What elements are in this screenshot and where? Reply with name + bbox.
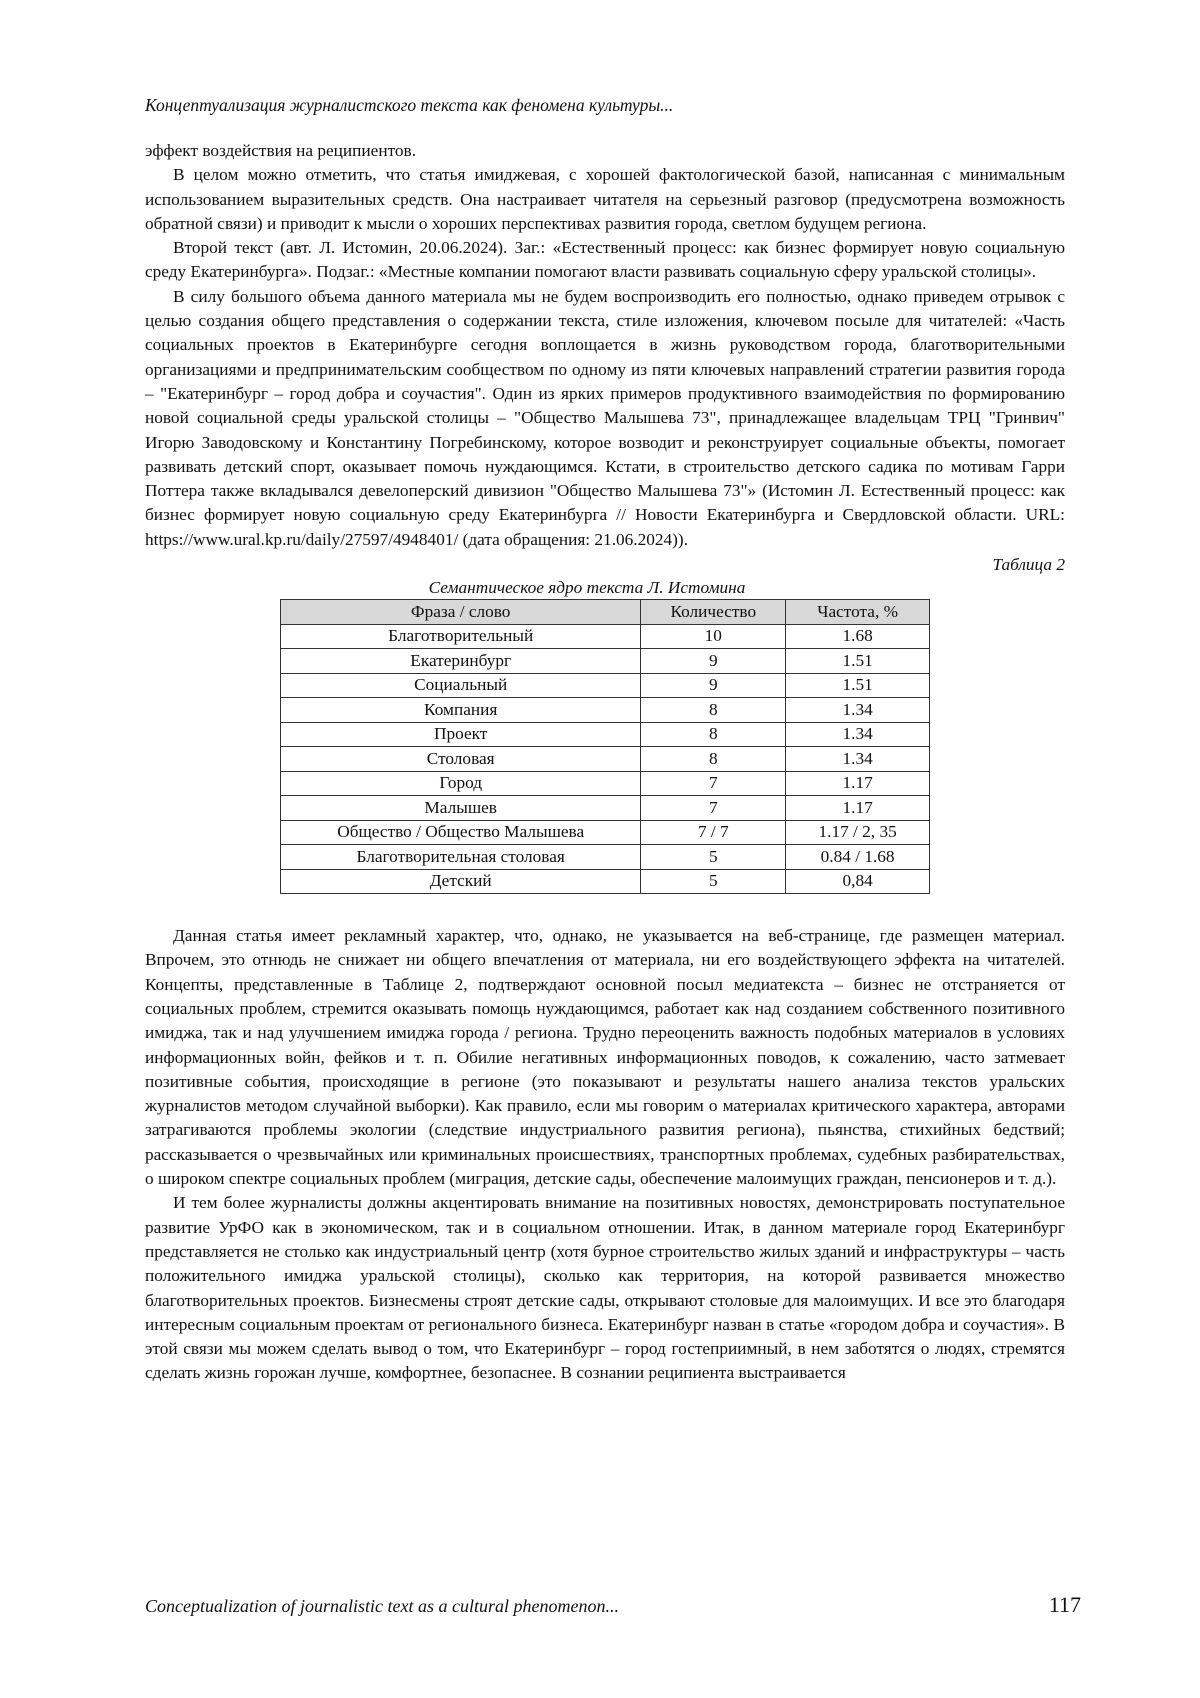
paragraph: эффект воздействия на реципиентов.: [145, 141, 417, 160]
cell-frequency: 1.34: [786, 698, 930, 723]
cell-frequency: 1.34: [786, 747, 930, 772]
table-header-row: [281, 600, 930, 625]
table-row: [281, 820, 930, 845]
cell-frequency: 0.84 / 1.68: [786, 845, 930, 870]
cell-frequency: 0,84: [786, 869, 930, 894]
cell-frequency: 1.17: [786, 771, 930, 796]
cell-phrase: Благотворительная столовая: [281, 845, 641, 870]
cell-count: 8: [641, 747, 786, 772]
cell-phrase: Социальный: [281, 673, 641, 698]
cell-count: 9: [641, 649, 786, 674]
table-label: Таблица 2: [992, 555, 1065, 575]
cell-count: 8: [641, 722, 786, 747]
table-row: [281, 845, 930, 870]
cell-phrase: Компания: [281, 698, 641, 723]
paragraph: Второй текст (авт. Л. Истомин, 20.06.2024). Заг.: «Естественный процесс: как бизнес формирует новую социальную среду Екатеринбурга». Подзаг.: «Местные компании помогают власти развивать социальную сферу уральской столицы».: [145, 238, 1065, 282]
table-row: [281, 771, 930, 796]
cell-frequency: 1.51: [786, 673, 930, 698]
page-number: 117: [1048, 1592, 1081, 1617]
cell-count: 9: [641, 673, 786, 698]
footer-title: Conceptualization of journalistic text as a cultural phenomenon...: [145, 1596, 619, 1616]
cell-count: 7: [641, 796, 786, 821]
table-row: [281, 649, 930, 674]
table-caption: Семантическое ядро текста Л. Истомина: [428, 578, 746, 598]
cell-count: 7 / 7: [641, 820, 786, 845]
cell-frequency: 1.34: [786, 722, 930, 747]
table-row: [281, 796, 930, 821]
header-count: Количество: [641, 600, 786, 625]
cell-phrase: Благотворительный: [281, 624, 641, 649]
cell-phrase: Общество / Общество Малышева: [281, 820, 641, 845]
table-row: [281, 624, 930, 649]
header-phrase: Фраза / слово: [281, 600, 641, 625]
cell-count: 10: [641, 624, 786, 649]
paragraph: В целом можно отметить, что статья имиджевая, с хорошей фактологической базой, написанная с минимальным использованием выразительных средств. Она настраивает читателя на серьезный разговор (предусмотрена возможность обратной связи) и приводит к мысли о хороших перспективах развития города, светлом будущем региона.: [145, 165, 1065, 233]
table-row: [281, 722, 930, 747]
page-footer: [145, 1594, 1081, 1618]
cell-frequency: 1.17: [786, 796, 930, 821]
cell-count: 8: [641, 698, 786, 723]
cell-count: 5: [641, 869, 786, 894]
table-row: [281, 869, 930, 894]
cell-count: 5: [641, 845, 786, 870]
semantic-core-table: [280, 599, 930, 894]
table-row: [281, 673, 930, 698]
cell-phrase: Екатеринбург: [281, 649, 641, 674]
cell-phrase: Проект: [281, 722, 641, 747]
cell-phrase: Город: [281, 771, 641, 796]
table-row: [281, 747, 930, 772]
body-after-table: [145, 924, 1065, 1386]
paragraph: В силу большого объема данного материала мы не будем воспроизводить его полностью, однако приведем отрывок с целью создания общего представления о содержании текста, стиле изложения, ключевом посыле для читателей: «Часть социальных проектов в Екатеринбурге сегодня воплощается в жизнь руководством города, благотворительными организациями и предпринимательским сообществом по одному из пяти ключевых направлений стратегии развития города – "Екатеринбург – город добра и соучастия". Один из ярких примеров продуктивного взаимодействия по формированию новой социальной среды уральской столицы – "Общество Малышева 73", принадлежащее владельцам ТРЦ "Гринвич" Игорю Заводовскому и Константину Погребинскому, которое возводит и реконструирует социальные объекты, помогает развивать детский спорт, оказывает помочь нуждающимся. Кстати, в строительство детского садика по мотивам Гарри Поттера также вкладывался девелоперский дивизион "Общество Малышева 73"» (Истомин Л. Естественный процесс: как бизнес формирует новую социальную среду Екатеринбурга // Новости Екатеринбурга и Свердловской области. URL: https://www.ural.kp.ru/daily/27597/4948401/ (дата обращения: 21.06.2024)).: [145, 286, 1065, 549]
cell-phrase: Детский: [281, 869, 641, 894]
cell-frequency: 1.51: [786, 649, 930, 674]
page-content: [145, 94, 1065, 1386]
cell-frequency: 1.17 / 2, 35: [786, 820, 930, 845]
cell-count: 7: [641, 771, 786, 796]
running-head: Концептуализация журналистского текста как феномена культуры...: [145, 95, 674, 115]
header-frequency: Частота, %: [786, 600, 930, 625]
paragraph: И тем более журналисты должны акцентировать внимание на позитивных новостях, демонстрировать поступательное развитие УрФО как в экономическом, так и в социальном отношении. Итак, в данном материале город Екатеринбург представляется не столько как индустриальный центр (хотя бурное строительство жилых зданий и инфраструктуры – часть положительного имиджа уральской столицы), сколько как территория, на которой развивается множество благотворительных проектов. Бизнесмены строят детские сады, открывают столовые для малоимущих. И все это благодаря интересным социальным проектам от регионального бизнеса. Екатеринбург назван в статье «городом добра и соучастия». В этой связи мы можем сделать вывод о том, что Екатеринбург – город гостеприимный, в нем заботятся о людях, стремятся сделать жизнь горожан лучше, комфортнее, безопаснее. В сознании реципиента выстраивается: [145, 1193, 1065, 1383]
cell-phrase: Малышев: [281, 796, 641, 821]
body-before-table: [145, 139, 1065, 552]
cell-frequency: 1.68: [786, 624, 930, 649]
paragraph: Данная статья имеет рекламный характер, что, однако, не указывается на веб-странице, где размещен материал. Впрочем, это отнюдь не снижает ни общего впечатления от материала, ни его воздействующего эффекта на читателей. Концепты, представленные в Таблице 2, подтверждают основной посыл медиатекста – бизнес не отстраняется от социальных проблем, стремится оказывать помощь нуждающимся, работает как над созданием собственного позитивного имиджа, так и над улучшением имиджа города / региона. Трудно переоценить важность подобных материалов в условиях информационных войн, фейков и т. п. Обилие негативных информационных поводов, к сожалению, часто затмевает позитивные события, происходящие в регионе (это показывают и результаты нашего анализа текстов уральских журналистов методом случайной выборки). Как правило, если мы говорим о материалах критического характера, авторами затрагиваются проблемы экологии (следствие индустриального развития региона), пьянства, стихийных бедствий; рассказывается о чрезвычайных или криминальных происшествиях, транспортных проблемах, судебных разбирательствах, о широком спектре социальных проблем (миграция, детские сады, обеспечение малоимущих граждан, пенсионеров и т. д.).: [145, 926, 1065, 1189]
table-row: [281, 698, 930, 723]
cell-phrase: Столовая: [281, 747, 641, 772]
